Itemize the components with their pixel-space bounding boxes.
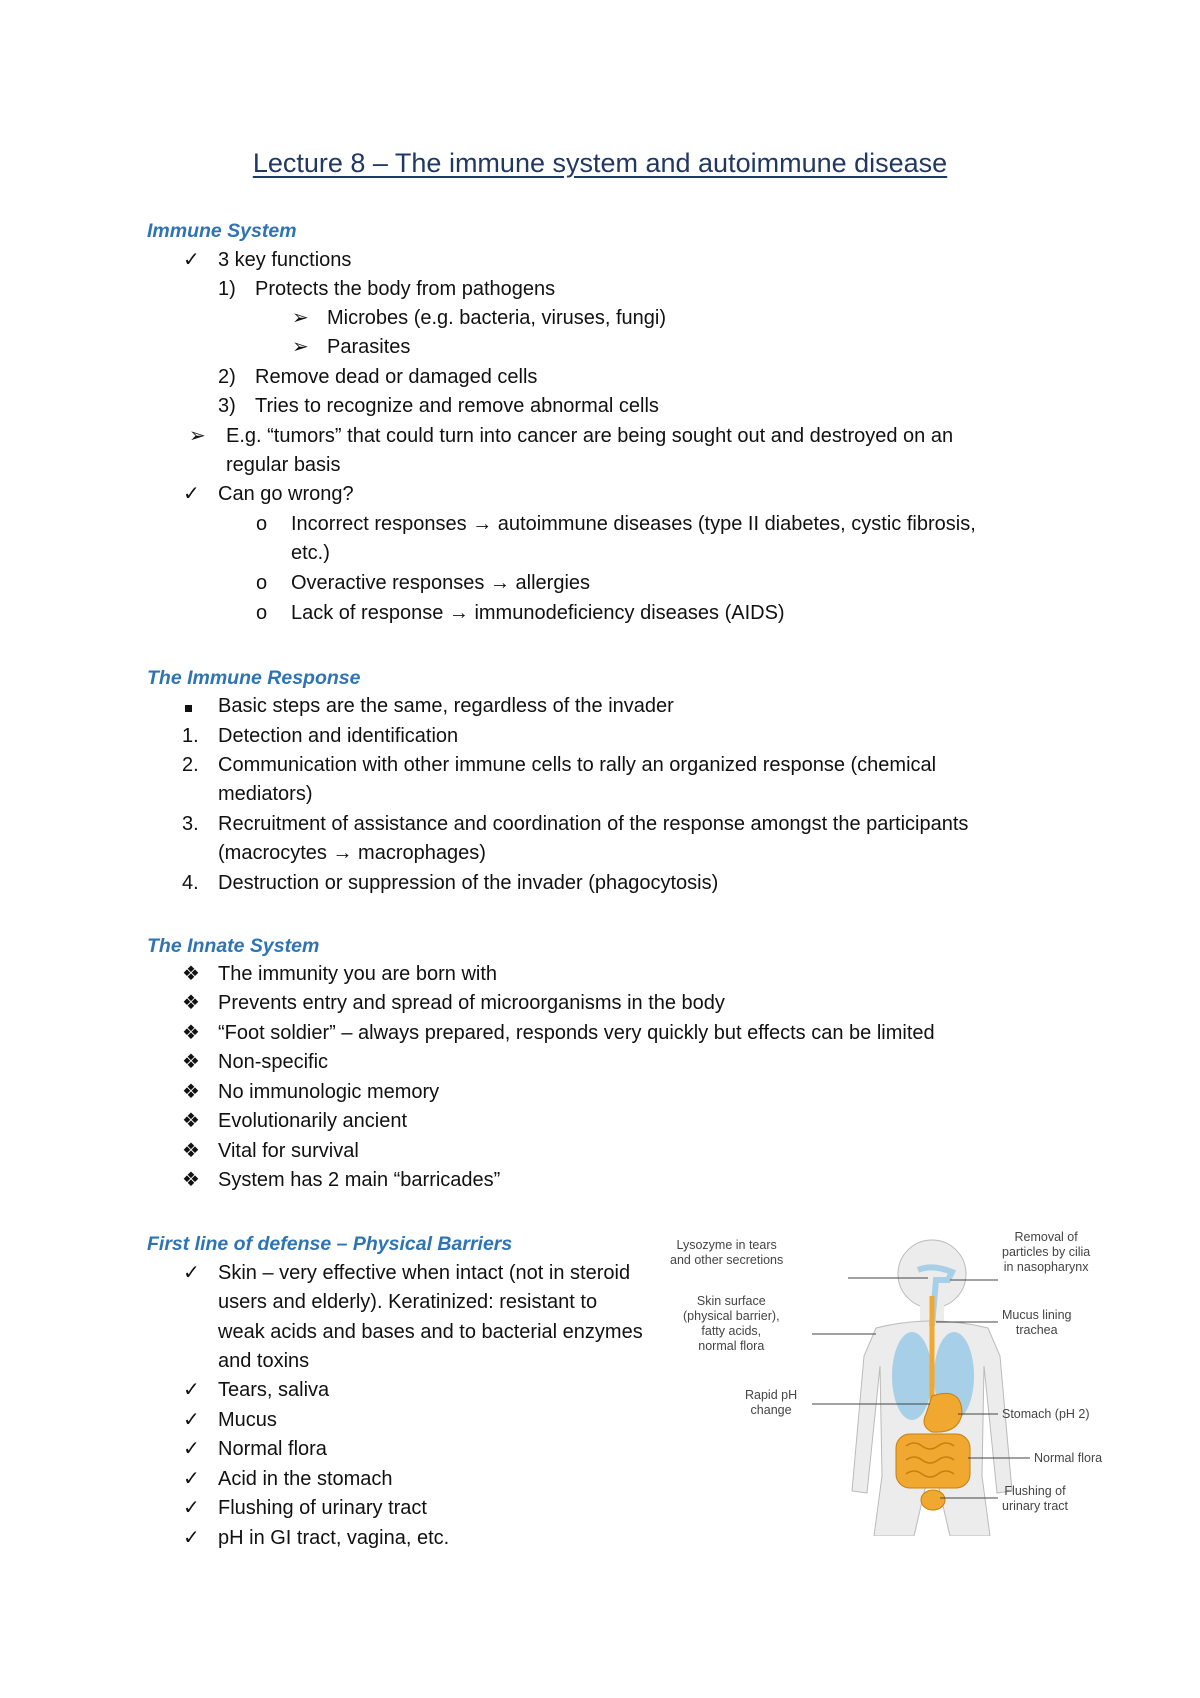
list-item: Tears, saliva bbox=[218, 1379, 330, 1401]
list-item: Basic steps are the same, regardless of the invader bbox=[218, 695, 674, 717]
diamond-bullet-icon: ❖ bbox=[182, 1022, 200, 1044]
list-item: Destruction or suppression of the invader (phagocytosis) bbox=[218, 872, 719, 894]
arrow-bullet-icon: ➢ bbox=[292, 336, 309, 358]
arrow-icon: → bbox=[448, 602, 469, 624]
check-icon: ✓ bbox=[183, 483, 200, 505]
arrow-icon: → bbox=[489, 572, 510, 594]
check-icon: ✓ bbox=[183, 1497, 200, 1519]
list-item: Vital for survival bbox=[218, 1140, 359, 1162]
list-item: Mucus bbox=[218, 1409, 277, 1431]
list-item: Microbes (e.g. bacteria, viruses, fungi) bbox=[327, 307, 667, 329]
arrow-icon: → bbox=[472, 513, 493, 535]
list-item: E.g. “tumors” that could turn into cancer are being sought out and destroyed on an bbox=[226, 425, 954, 447]
list-item: Prevents entry and spread of microorganisms in the body bbox=[218, 992, 725, 1014]
diamond-bullet-icon: ❖ bbox=[182, 992, 200, 1014]
list-item: Communication with other immune cells to rally an organized response (chemical bbox=[218, 754, 937, 776]
list-item-continuation: etc.) bbox=[291, 542, 330, 564]
square-bullet-icon bbox=[185, 694, 192, 718]
section-heading-innate-system: The Innate System bbox=[147, 935, 320, 957]
figure-label-removal-particles: Removal of particles by cilia in nasopharynx bbox=[1002, 1230, 1091, 1274]
list-item: Remove dead or damaged cells bbox=[255, 366, 538, 388]
figure-label-flushing: Flushing of urinary tract bbox=[1002, 1484, 1068, 1513]
list-item: Can go wrong? bbox=[218, 483, 354, 505]
human-body-diagram bbox=[700, 1236, 1160, 1536]
diamond-bullet-icon: ❖ bbox=[182, 1169, 200, 1191]
list-number: 3. bbox=[182, 813, 199, 835]
diamond-bullet-icon: ❖ bbox=[182, 1110, 200, 1132]
arrow-bullet-icon: ➢ bbox=[189, 425, 206, 447]
list-item-continuation: and toxins bbox=[218, 1350, 310, 1372]
section-heading-immune-system: Immune System bbox=[147, 220, 297, 242]
list-item: Parasites bbox=[327, 336, 411, 358]
list-item: System has 2 main “barricades” bbox=[218, 1169, 501, 1191]
intestines-shape bbox=[896, 1434, 970, 1488]
diamond-bullet-icon: ❖ bbox=[182, 1140, 200, 1162]
list-item: Tries to recognize and remove abnormal cells bbox=[255, 395, 659, 417]
circle-bullet-icon: o bbox=[256, 572, 268, 594]
figure-label-rapid-ph: Rapid pH change bbox=[745, 1388, 798, 1417]
check-icon: ✓ bbox=[183, 1409, 200, 1431]
list-number: 2) bbox=[218, 366, 236, 388]
diamond-bullet-icon: ❖ bbox=[182, 1051, 200, 1073]
list-item: Acid in the stomach bbox=[218, 1468, 393, 1490]
list-item: Evolutionarily ancient bbox=[218, 1110, 407, 1132]
list-item: Overactive responses → allergies bbox=[291, 572, 591, 594]
list-item: The immunity you are born with bbox=[218, 963, 498, 985]
section-heading-first-line-of-defense: First line of defense – Physical Barriers bbox=[147, 1233, 513, 1255]
list-item-continuation: users and elderly). Keratinized: resistant to bbox=[218, 1291, 598, 1313]
check-icon: ✓ bbox=[183, 249, 200, 271]
list-item: pH in GI tract, vagina, etc. bbox=[218, 1527, 450, 1549]
list-number: 3) bbox=[218, 395, 236, 417]
list-item-continuation: (macrocytes → macrophages) bbox=[218, 842, 486, 864]
list-number: 1. bbox=[182, 725, 199, 747]
list-item: 3 key functions bbox=[218, 249, 352, 271]
list-item: Non-specific bbox=[218, 1051, 329, 1073]
check-icon: ✓ bbox=[183, 1379, 200, 1401]
arrow-bullet-icon: ➢ bbox=[292, 307, 309, 329]
list-item: Normal flora bbox=[218, 1438, 327, 1460]
figure-label-normal-flora: Normal flora bbox=[1034, 1451, 1103, 1465]
page-title: Lecture 8 – The immune system and autoimmune disease bbox=[252, 148, 948, 178]
list-number: 2. bbox=[182, 754, 199, 776]
check-icon: ✓ bbox=[183, 1527, 200, 1549]
section-heading-immune-response: The Immune Response bbox=[147, 667, 361, 689]
list-number: 4. bbox=[182, 872, 199, 894]
diamond-bullet-icon: ❖ bbox=[182, 1081, 200, 1103]
figure-label-lysozyme: Lysozyme in tears and other secretions bbox=[670, 1238, 784, 1267]
check-icon: ✓ bbox=[183, 1438, 200, 1460]
list-item: Incorrect responses → autoimmune diseases (type II diabetes, cystic fibrosis, bbox=[291, 513, 976, 535]
figure-label-stomach: Stomach (pH 2) bbox=[1002, 1407, 1090, 1421]
bladder-shape bbox=[921, 1490, 945, 1510]
list-item-continuation: mediators) bbox=[218, 783, 313, 805]
list-item: Detection and identification bbox=[218, 725, 459, 747]
check-icon: ✓ bbox=[183, 1262, 200, 1284]
list-number: 1) bbox=[218, 278, 236, 300]
check-icon: ✓ bbox=[183, 1468, 200, 1490]
arrow-icon: → bbox=[332, 842, 353, 864]
figure-label-skin-surface: Skin surface (physical barrier), fatty acids, normal flora bbox=[683, 1294, 780, 1353]
list-item: No immunologic memory bbox=[218, 1081, 440, 1103]
diamond-bullet-icon: ❖ bbox=[182, 963, 200, 985]
list-item: Protects the body from pathogens bbox=[255, 278, 556, 300]
list-item: Lack of response → immunodeficiency diseases (AIDS) bbox=[291, 602, 785, 624]
figure-label-mucus-lining: Mucus lining trachea bbox=[1002, 1308, 1072, 1337]
list-item-continuation: regular basis bbox=[226, 454, 341, 476]
left-lung-shape bbox=[892, 1332, 932, 1420]
circle-bullet-icon: o bbox=[256, 513, 268, 535]
list-item: Flushing of urinary tract bbox=[218, 1497, 427, 1519]
circle-bullet-icon: o bbox=[256, 602, 268, 624]
list-item: “Foot soldier” – always prepared, responds very quickly but effects can be limited bbox=[218, 1022, 935, 1044]
list-item-continuation: weak acids and bases and to bacterial enzymes bbox=[218, 1321, 643, 1343]
list-item: Skin – very effective when intact (not in steroid bbox=[218, 1262, 631, 1284]
list-item: Recruitment of assistance and coordination of the response amongst the participants bbox=[218, 813, 969, 835]
innate-barriers-figure bbox=[670, 1230, 1160, 1536]
